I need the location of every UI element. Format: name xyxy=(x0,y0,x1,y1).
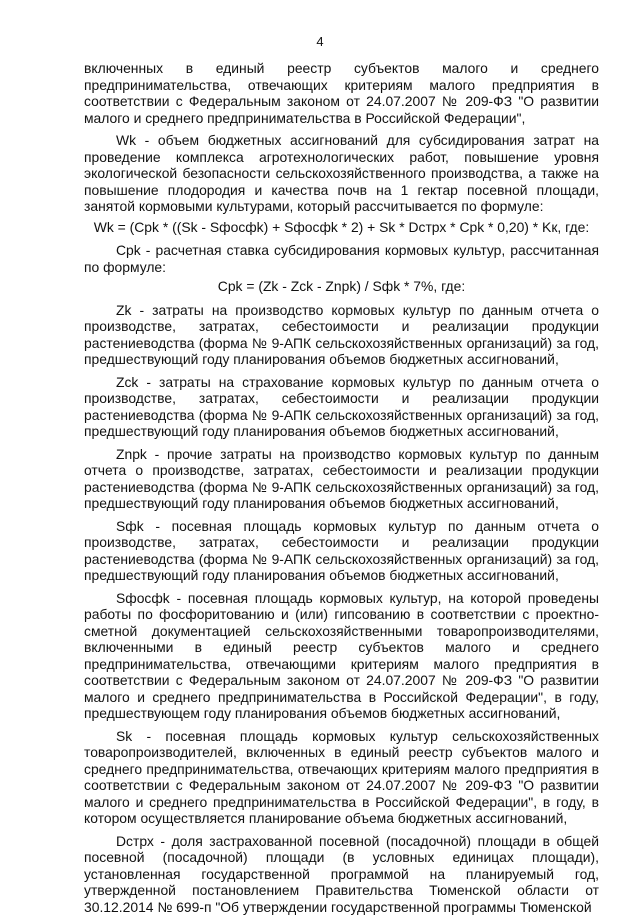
page-number: 4 xyxy=(316,34,324,49)
formula-cpk: Cpk = (Zk - Zck - Znpk) / Sфk * 7%, где: xyxy=(217,278,466,294)
formula-wk: Wk = (Cpk * ((Sk - Sфосфk) + Sфосфk * 2) + Sk * Dстрх * Cpk * 0,20) * Kк, где: xyxy=(93,218,590,235)
paragraph-wk-definition: Wk - объем бюджетных ассигнований для субсидирования затрат на проведение комплекса агротехнологических работ, повышение уровня экологической безопасности сельскохозяйственного производства, а также на повышение плодородия и качества почв на 1 гектар посевной площади, занятой кормовыми культурами, который рассчитывается по формуле: xyxy=(84,132,599,214)
paragraph-zck: Zck - затраты на страхование кормовых культур по данным отчета о производстве, затратах, себестоимости и реализации продукции растениеводства (форма № 9-АПК сельскохозяйственных организаций) за год, предшествующий году планирования объемов бюджетных ассигнований, xyxy=(84,373,599,439)
paragraph-sfosfk: Sфосфk - посевная площадь кормовых культур, на которой проведены работы по фосфоритованию и (или) гипсованию в соответствии с проектно-сметной документацией сельскохозяйственными товаропроизводителями, включенными в единый реестр субъектов малого и среднего предпринимательства, отвечающими критериям малого предприятия в соответствии с Федеральным законом от 24.07.2007 № 209-ФЗ "О развитии малого и среднего предпринимательства в Российской Федерации", в году, предшествующем году планирования объемов бюджетных ассигнований, xyxy=(84,589,599,721)
document-body xyxy=(84,60,599,917)
paragraph-znpk: Znpk - прочие затраты на производство кормовых культур по данным отчета о производстве, затратах, себестоимости и реализации продукции растениеводства (форма № 9-АПК сельскохозяйственных организаций) за год, предшествующий году планирования объемов бюджетных ассигнований, xyxy=(84,445,599,511)
paragraph-sfk: Sфk - посевная площадь кормовых культур по данным отчета о производстве, затратах, себестоимости и реализации продукции растениеводства (форма № 9-АПК сельскохозяйственных организаций) за год, предшествующий году планирования объемов бюджетных ассигнований, xyxy=(84,517,599,583)
paragraph-dstrx: Dстрх - доля застрахованной посевной (посадочной) площади в общей посевной (посадочной) площади (в условных единицах площади), установленная государственной программой на планируемый год, утвержденной постановлением Правительства Тюменской области от 30.12.2014 № 699-п "Об утверждении государственной программы Тюменской xyxy=(84,832,599,915)
paragraph-zk: Zk - затраты на производство кормовых культур по данным отчета о производстве, затратах, себестоимости и реализации продукции растениеводства (форма № 9-АПК сельскохозяйственных организаций) за год, предшествующий году планирования объемов бюджетных ассигнований, xyxy=(84,301,599,367)
paragraph-sk: Sk - посевная площадь кормовых культур сельскохозяйственных товаропроизводителей, включенных в единый реестр субъектов малого и среднего предпринимательства, отвечающих критериям малого предприятия в соответствии с Федеральным законом от 24.07.2007 № 209-ФЗ "О развитии малого и среднего предпринимательства в Российской Федерации", в году, в котором осуществляется планирование объема бюджетных ассигнований, xyxy=(84,727,599,826)
paragraph-continuation: включенных в единый реестр субъектов малого и среднего предпринимательства, отвечающих критериям малого предприятия в соответствии с Федеральным законом от 24.07.2007 № 209-ФЗ "О развитии малого и среднего предпринимательства в Российской Федерации", xyxy=(84,60,599,126)
paragraph-cpk-definition: Cpk - расчетная ставка субсидирования кормовых культур, рассчитанная по формуле: xyxy=(84,242,599,275)
